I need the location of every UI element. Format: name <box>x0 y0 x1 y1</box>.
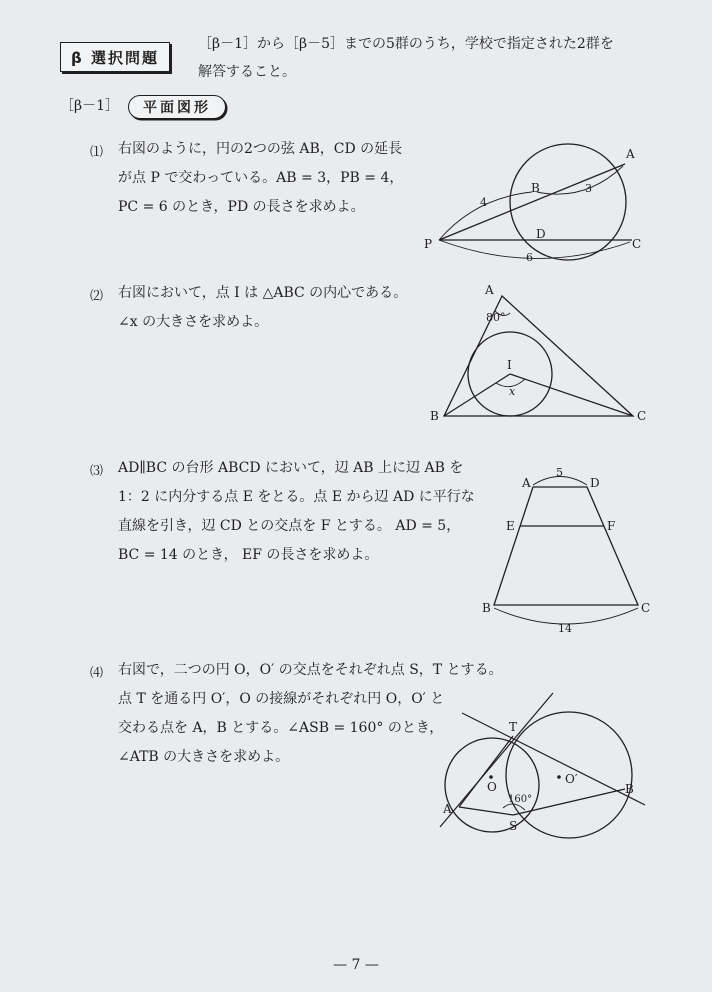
section-label: ［β－1］ <box>60 98 120 114</box>
figure-2-incenter-triangle <box>425 280 660 425</box>
question-number-3: ⑶ <box>90 464 104 479</box>
label-ab-length: 3 <box>585 182 592 195</box>
trapezoid-abcd <box>494 487 638 605</box>
label-c: C <box>637 409 647 423</box>
figure-1-intersecting-chords <box>420 140 660 270</box>
label-c: C <box>632 237 642 251</box>
center-dot-o <box>489 775 493 779</box>
label-d: D <box>536 227 546 241</box>
label-a: A <box>626 147 635 161</box>
question-1-line-2: が点 P で交わっている。AB = 3，PB = 4， <box>118 170 404 186</box>
label-a: A <box>522 476 531 490</box>
circle <box>510 144 626 260</box>
question-2-line-1: 右図において，点 I は △ABC の内心である。 <box>118 285 408 301</box>
question-1-line-1: 右図のように，円の2つの弦 AB，CD の延長 <box>118 141 403 157</box>
question-number-1: ⑴ <box>90 145 104 160</box>
question-4-line-4: ∠ATB の大きさを求めよ。 <box>118 749 290 765</box>
center-dot-o-prime <box>557 775 561 779</box>
question-number-2: ⑵ <box>90 289 104 304</box>
label-b: B <box>430 409 439 423</box>
question-4-line-2: 点 T を通る円 O′，O の接線がそれぞれ円 O，O′ と <box>118 691 445 707</box>
label-b: B <box>482 601 491 615</box>
page-number: — 7 — <box>333 957 379 973</box>
label-i: I <box>507 358 512 372</box>
label-s: S <box>509 819 518 833</box>
label-bc-length: 14 <box>558 622 572 635</box>
intro-text-line-1: ［β－1］から［β－5］までの5群のうち，学校で指定された2群を <box>198 36 614 52</box>
label-pc-length: 6 <box>526 251 533 264</box>
label-angle-x: x <box>509 385 516 398</box>
question-number-4: ⑷ <box>90 666 104 681</box>
question-3-line-2: 1：2 に内分する点 E をとる。点 E から辺 AD に平行な <box>118 489 475 505</box>
label-p: P <box>424 237 433 251</box>
label-pb-length: 4 <box>480 196 487 209</box>
label-a: A <box>485 283 494 297</box>
label-f: F <box>607 519 616 533</box>
question-4-line-3: 交わる点を A，B とする。∠ASB = 160° のとき， <box>118 720 444 736</box>
label-a: A <box>443 802 452 816</box>
label-o-prime: O′ <box>565 772 578 786</box>
line-pa <box>439 164 625 240</box>
question-3-line-1: AD∥BC の台形 ABCD において，辺 AB 上に辺 AB を <box>118 460 464 476</box>
tangent-line-ta <box>440 693 553 827</box>
label-d: D <box>590 476 600 490</box>
figure-3-trapezoid <box>478 460 660 640</box>
label-e: E <box>506 519 515 533</box>
question-3-line-4: BC = 14 のとき， EF の長さを求めよ。 <box>118 547 379 563</box>
question-3-line-3: 直線を引き，辺 CD との交点を F とする。 AD = 5， <box>118 518 461 534</box>
section-title-pill: 平面図形 <box>128 95 226 119</box>
question-2-line-2: ∠x の大きさを求めよ。 <box>118 314 269 330</box>
segment-ci <box>510 374 633 416</box>
label-b: B <box>531 181 540 195</box>
label-ad-length: 5 <box>556 466 563 479</box>
question-1-line-3: PC = 6 のとき，PD の長さを求めよ。 <box>118 199 365 215</box>
question-4-line-1: 右図で，二つの円 O，O′ の交点をそれぞれ点 S，T とする。 <box>118 662 503 678</box>
figure-4-two-circles <box>425 685 660 840</box>
segment-as <box>459 807 513 815</box>
selection-label-box: β 選択問題 <box>60 42 170 72</box>
label-b: B <box>625 782 634 796</box>
label-angle-s: 160° <box>508 794 533 805</box>
segment-at <box>459 736 513 807</box>
label-t: T <box>509 720 518 734</box>
label-o: O <box>487 780 497 794</box>
intro-text-line-2: 解答すること。 <box>198 64 296 80</box>
label-angle-a: 80° <box>486 311 506 324</box>
label-c: C <box>641 601 651 615</box>
